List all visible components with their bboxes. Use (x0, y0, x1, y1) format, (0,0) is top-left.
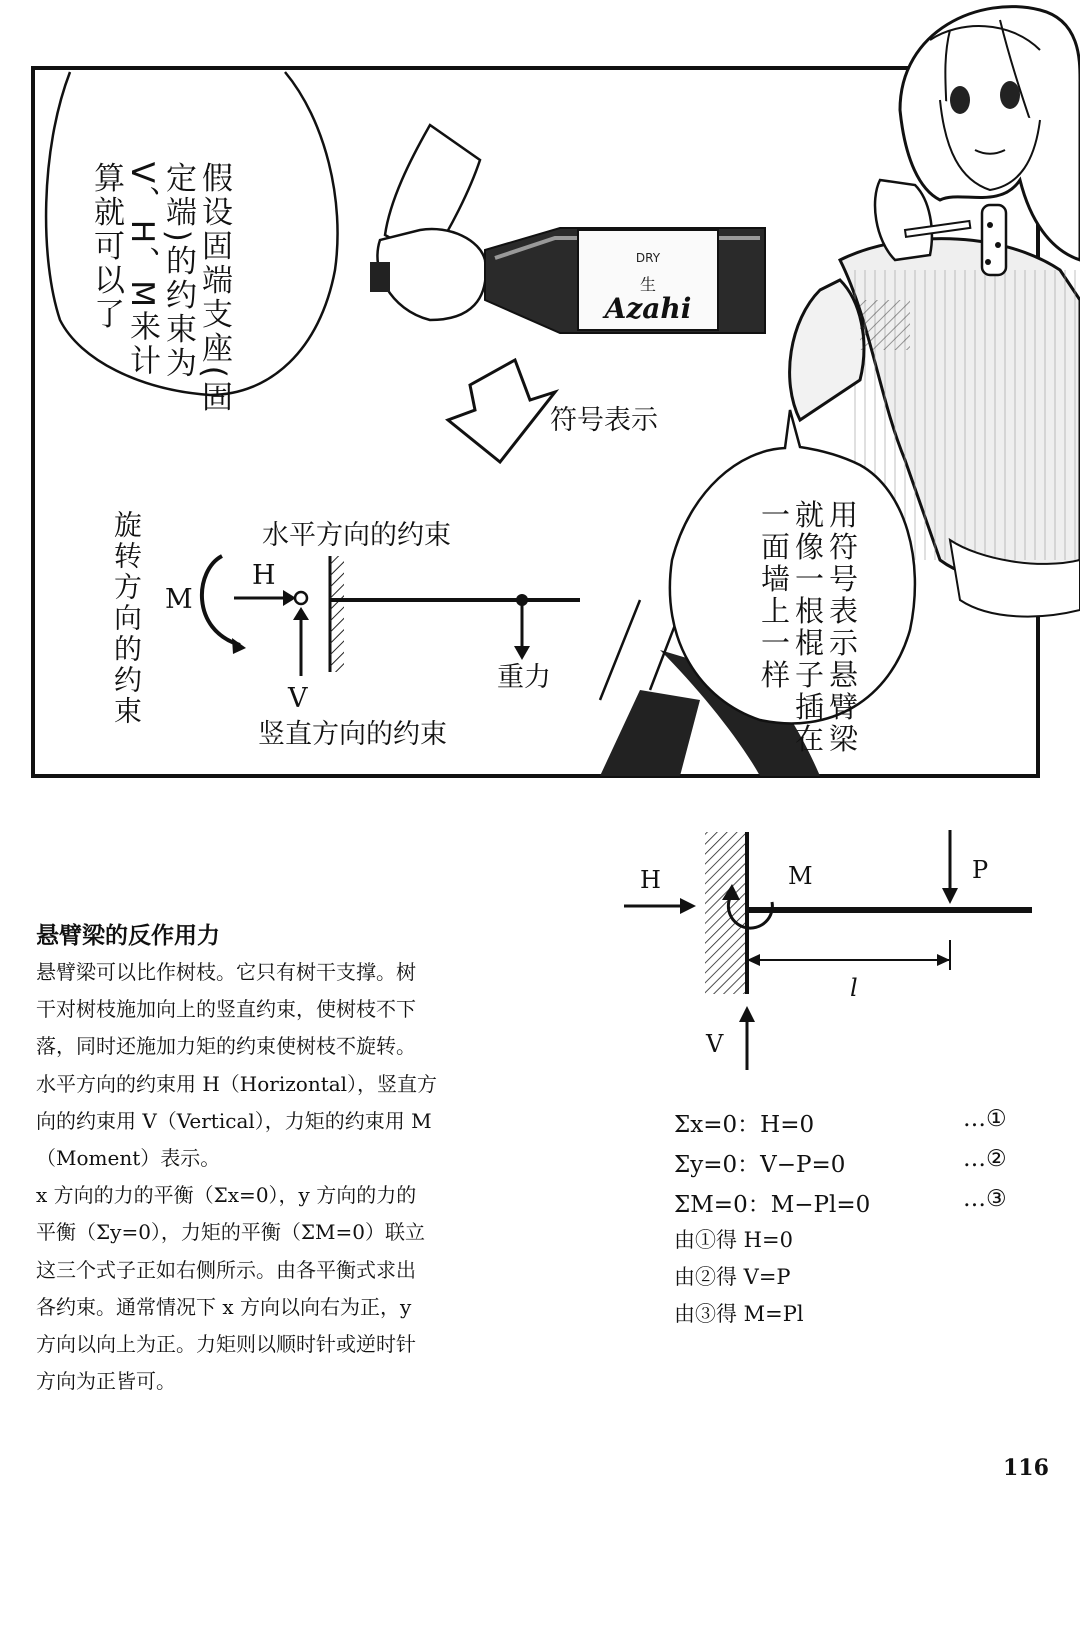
gravity-label: 重力 (497, 662, 551, 693)
diagram-h-label: H (640, 866, 661, 894)
diagram-p-label: P (972, 856, 989, 884)
result-1: 由①得 H=0 (674, 1228, 793, 1252)
right-bubble-text (757, 475, 893, 755)
left-bubble-col: 假设固端支座(固 (196, 161, 232, 415)
body-line: 向的约束用 V（Vertical），力矩的约束用 M (36, 1108, 432, 1133)
wall-hatching (705, 832, 747, 994)
equation-2: Σy=0：V−P=0 (674, 1152, 846, 1178)
body-line: 各约束。通常情况下 x 方向以向右为正，y (36, 1294, 412, 1319)
p-arrow-head-icon (942, 888, 958, 904)
hollow-down-arrow-icon (448, 360, 555, 462)
left-bubble-col: 算就可以了 (88, 161, 124, 332)
body-text (36, 954, 556, 1400)
right-bubble-col: 用符号表示悬臂梁 (825, 499, 859, 756)
page-number: 116 (1003, 1455, 1049, 1481)
left-bubble-col: 定端)的约束为 (160, 161, 196, 381)
equation-1-tag: …① (963, 1106, 1007, 1132)
result-2: 由②得 V=P (674, 1265, 791, 1289)
body-line: x 方向的力的平衡（Σx=0），y 方向的力的 (36, 1183, 417, 1208)
vertical-constraint-label: 竖直方向的约束 (258, 719, 447, 750)
equation-2-tag: …② (963, 1146, 1007, 1172)
right-bubble-col: 就像一根棍子插在 (791, 499, 825, 756)
panel-m-symbol: M (165, 584, 193, 615)
rotation-constraint-label: 旋转方向的约束 (110, 510, 143, 727)
diagram-l-label: l (850, 974, 858, 1002)
result-3: 由③得 M=Pl (674, 1302, 804, 1326)
section-heading: 悬臂梁的反作用力 (36, 923, 220, 949)
equation-3-tag: …③ (963, 1186, 1007, 1212)
body-line: 方向为正皆可。 (36, 1369, 176, 1394)
body-line: 悬臂梁可以比作树枝。它只有树干支撑。树 (36, 960, 416, 984)
body-line: 方向以向上为正。力矩则以顺时针或逆时针 (36, 1332, 416, 1357)
bottle-brand-text: Azahi (604, 292, 692, 325)
body-line: 水平方向的约束用 H（Horizontal），竖直方 (36, 1071, 438, 1096)
horizontal-constraint-label: 水平方向的约束 (262, 520, 451, 551)
panel-h-symbol: H (252, 560, 276, 591)
h-arrow-head-icon (680, 898, 696, 914)
panel-v-symbol: V (288, 683, 308, 714)
diagram-m-label: M (788, 862, 813, 890)
body-line: 这三个式子正如右侧所示。由各平衡式求出 (36, 1257, 416, 1282)
body-line: 干对树枝施加向上的竖直约束，使树枝不下 (36, 997, 416, 1022)
diagram-v-label: V (706, 1030, 724, 1058)
left-bubble-col: V、H、M来计 (124, 161, 160, 378)
bottle-illustration (370, 125, 765, 333)
left-bubble-text (88, 136, 268, 415)
body-line: 落，同时还施加力矩的约束使树枝不旋转。 (36, 1034, 416, 1059)
body-line: 平衡（Σy=0），力矩的平衡（ΣM=0）联立 (36, 1220, 426, 1245)
v-arrow-head-icon (739, 1006, 755, 1022)
equation-3: ΣM=0：M−Pl=0 (674, 1192, 871, 1218)
bottle-dry-text: DRY (635, 251, 661, 265)
body-line: （Moment）表示。 (36, 1146, 221, 1171)
bottle-kanji-text: 生 (639, 275, 657, 294)
arrow-label: 符号表示 (550, 405, 658, 436)
equation-1: Σx=0：H=0 (674, 1112, 815, 1138)
right-bubble-col: 一面墙上一样 (757, 499, 791, 692)
